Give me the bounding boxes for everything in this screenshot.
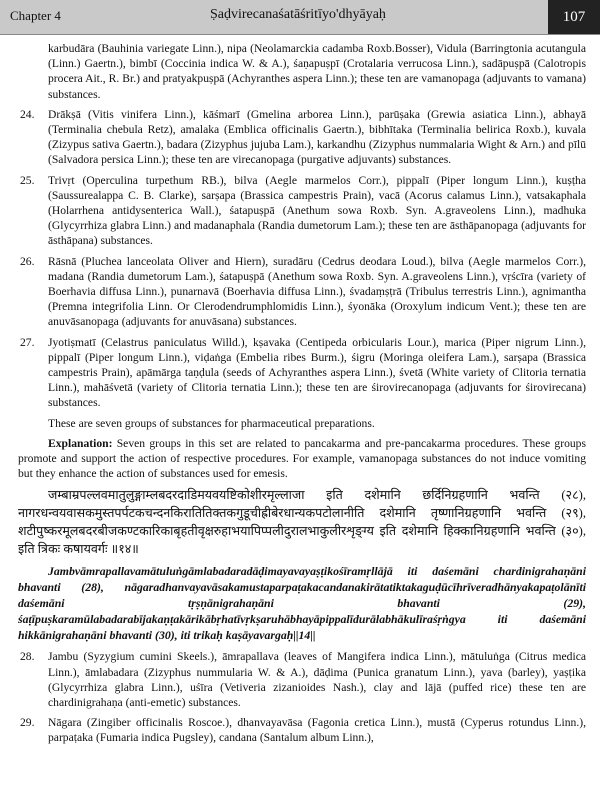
item-text: Rāsnā (Pluchea lanceolata Oliver and Hiern), suradāru (Cedrus deodara Loud.), bilva (Aegle marmelos Corr.), madana (Randia dumetorum Lam.), śatapuṣpā (Anethum sowa Roxb. Syn. A.graveolens Linn.), vṛścīra (variety of Boerhavia diffusa Linn.), punarnavā (Boerhavia diffusa Linn.), śvadaṃṣṭrā (Tribulus terrestris Linn.), agnimantha (Premna integrifolia Linn. Or Clerodendrumphlomidis Linn.), śyonāka (Oroxylum indicum Vent.); these ten are anuvāsanopaga (adjuvants for anuvāsana) substances. (48, 254, 586, 329)
verse-item-29 (18, 715, 586, 745)
item-number: 25. (20, 173, 35, 187)
explanation-paragraph (18, 436, 586, 482)
explanation-text: Seven groups in this set are related to pancakarma and pre-pancakarma procedures. These groups promote and support the action of respective procedures. For example, vamanopaga substances do not induce vomiting but they enhance the action of substances used for emesis. (18, 436, 586, 481)
verse-item-28 (18, 649, 586, 710)
verse-item-24 (18, 107, 586, 168)
item-text: Jambu (Syzygium cumini Skeels.), āmrapallava (leaves of Mangifera indica Linn.), mātuluṅga (Citrus medica Linn.), āmlabadara (Zizyphus nummularia W. & A.), dāḍima (Punica granatum Linn.), yava (barley), yaṣṭika (Glycyrrhiza glabra Linn.), uśīra (Vetiveria zizanioides Nash.), clay and lājā (puffed rice) these ten are chardinigrahaṇa (anti-emetic) substances. (48, 650, 586, 710)
verse-item-25 (18, 173, 586, 249)
verse-item-26 (18, 254, 586, 330)
item-text: Drākṣā (Vitis vinifera Linn.), kāśmarī (Gmelina arborea Linn.), parūṣaka (Grewia asiatica Linn.), abhayā (Terminalia chebula Retz), amalaka (Emblica officinalis Gaertn.), bibhītaka (Terminalia belirica Roxb.), kuvala (Zizypus sativa Gaertn.), badara (Zizyphus jujuba Lam.), karkandhu (Zizyphus nummalaria Wight & Arn.) and pīlū (Salvadora persica Linn.); these ten are virecanopaga (purgative adjuvants) substances. (48, 107, 586, 167)
page-number: 107 (548, 0, 600, 34)
item-number: 24. (20, 107, 35, 121)
transliteration-block (18, 564, 586, 643)
item-number: 27. (20, 335, 35, 349)
verse-item-27 (18, 335, 586, 411)
page-header (0, 0, 600, 35)
continued-paragraph: karbudāra (Bauhinia variegate Linn.), nipa (Neolamarckia cadamba Roxb.Bosser), Vidula (Barringtonia acutangula (Linn.) Gaertn.), bimbī (Coccinia indica W. & A.), śaṇapuṣpī (Crotalaria verrucosa Linn.), sadāpuṣpā (Calotropis procera Ait., R. Br.) and pratyakpuṣpā (Achyranthes aspera Linn.); these ten are vamanopaga (adjuvants to vamana) substances. (48, 42, 586, 101)
item-text: Trivṛt (Operculina turpethum RB.), bilva (Aegle marmelos Corr.), pippalī (Piper longum Linn.), kuṣṭha (Saussurealappa C. B. Clarke), sarṣapa (Brassica campestris Prain), vacā (Acorus calamus Linn.), vatsakaphala (Holarrhena antidysenterica Wall.), śatapuṣpā (Anethum sowa Roxb. Syn. A.graveolens Linn.), madhuka (Glycyrrhiza glabra Linn.) and madanaphala (Randia dumetorum Lam.); these ten are āsthāpanopaga (adjuvants for āsthāpana) substances. (48, 173, 586, 248)
item-text: Nāgara (Zingiber officinalis Roscoe.), dhanvayavāsa (Fagonia cretica Linn.), mustā (Cyperus rotundus Linn.), parpaṭaka (Fumaria indica Pugsley), candana (Santalum album Linn.), (48, 716, 586, 745)
item-text: Jyotiṣmatī (Celastrus paniculatus Willd.), kṣavaka (Centipeda orbicularis Lour.), marica (Piper nigrum Linn.), pippalī (Piper longum Linn.), viḍaṅga (Embelia ribes Burm.), śigru (Moringa oleifera Lam.), sarṣapa (Brassica campestris Prain), apāmārga taṇḍula (seeds of Achyranthes aspera Linn.), śvetā (White variety of Clitoria ternatia Linn.), mahāśvetā (variety of Clitoria ternatia Linn.); these ten are śirovirecanopaga (adjuvants for śirovirecana) substances. (48, 335, 586, 410)
chapter-title: Ṣaḍvirecanaśatāśritīyo'dhyāyaḥ (210, 7, 386, 22)
item-number: 26. (20, 254, 35, 268)
chapter-label: Chapter 4 (10, 8, 61, 23)
summary-line: These are seven groups of substances for pharmaceutical preparations. (48, 416, 375, 430)
page-body (18, 41, 586, 751)
sanskrit-verse (18, 486, 586, 558)
item-number: 28. (20, 650, 35, 664)
item-number: 29. (20, 716, 35, 730)
sanskrit-line: जम्बाम्रपल्लवमातुलुङ्गाम्लबदरदाडिमयवयष्टिकोशीरमृल्लाजा इति दशेमानि छर्दिनिग्रहणानि भवन्ति (२८), नागरधन्वयवासकमुस्तपर्पटकचन्दनकिरातितिक्तकगुडूचीह्रीबेरधान्यकपटोलानीति दशेमानि तृष्णानिग्रहणानि भवन्ति (२९), शटीपुष्करमूलबदरबीजकण्टकारिकाबृहतीवृक्षरुहाभयापिप्पलीदुरालभाकुलीरशृङ्ग्य इति दशेमानि हिक्कानिग्रहणानि भवन्ति (३०), इति त्रिकः कषायवर्गः ॥१४॥ (18, 488, 586, 557)
explanation-label: Explanation: (48, 436, 113, 450)
transliteration-text: Jambvāmrapallavamātuluṅgāmlabadaradāḍimayavayaṣṭikośīramṛllājā iti daśemāni chardinigrahaṇāni bhavanti (28), nāgaradhanvayavāsakamustaparpaṭakacandanakirātatiktakaguḍūcīhrīveradhānyakapaṭolānīti daśemāni tṛṣṇānigrahaṇāni bhavanti (29), śaṭīpuṣkaramūlabadarabījakaṇṭakārikābṛhatīvṛkṣaruhābhayāpippalīdurālabhākulīraśṛṅgya iti daśemāni hikkānigrahaṇāni bhavanti (30), iti trikaḥ kaṣāyavargaḥ||14|| (18, 564, 586, 642)
